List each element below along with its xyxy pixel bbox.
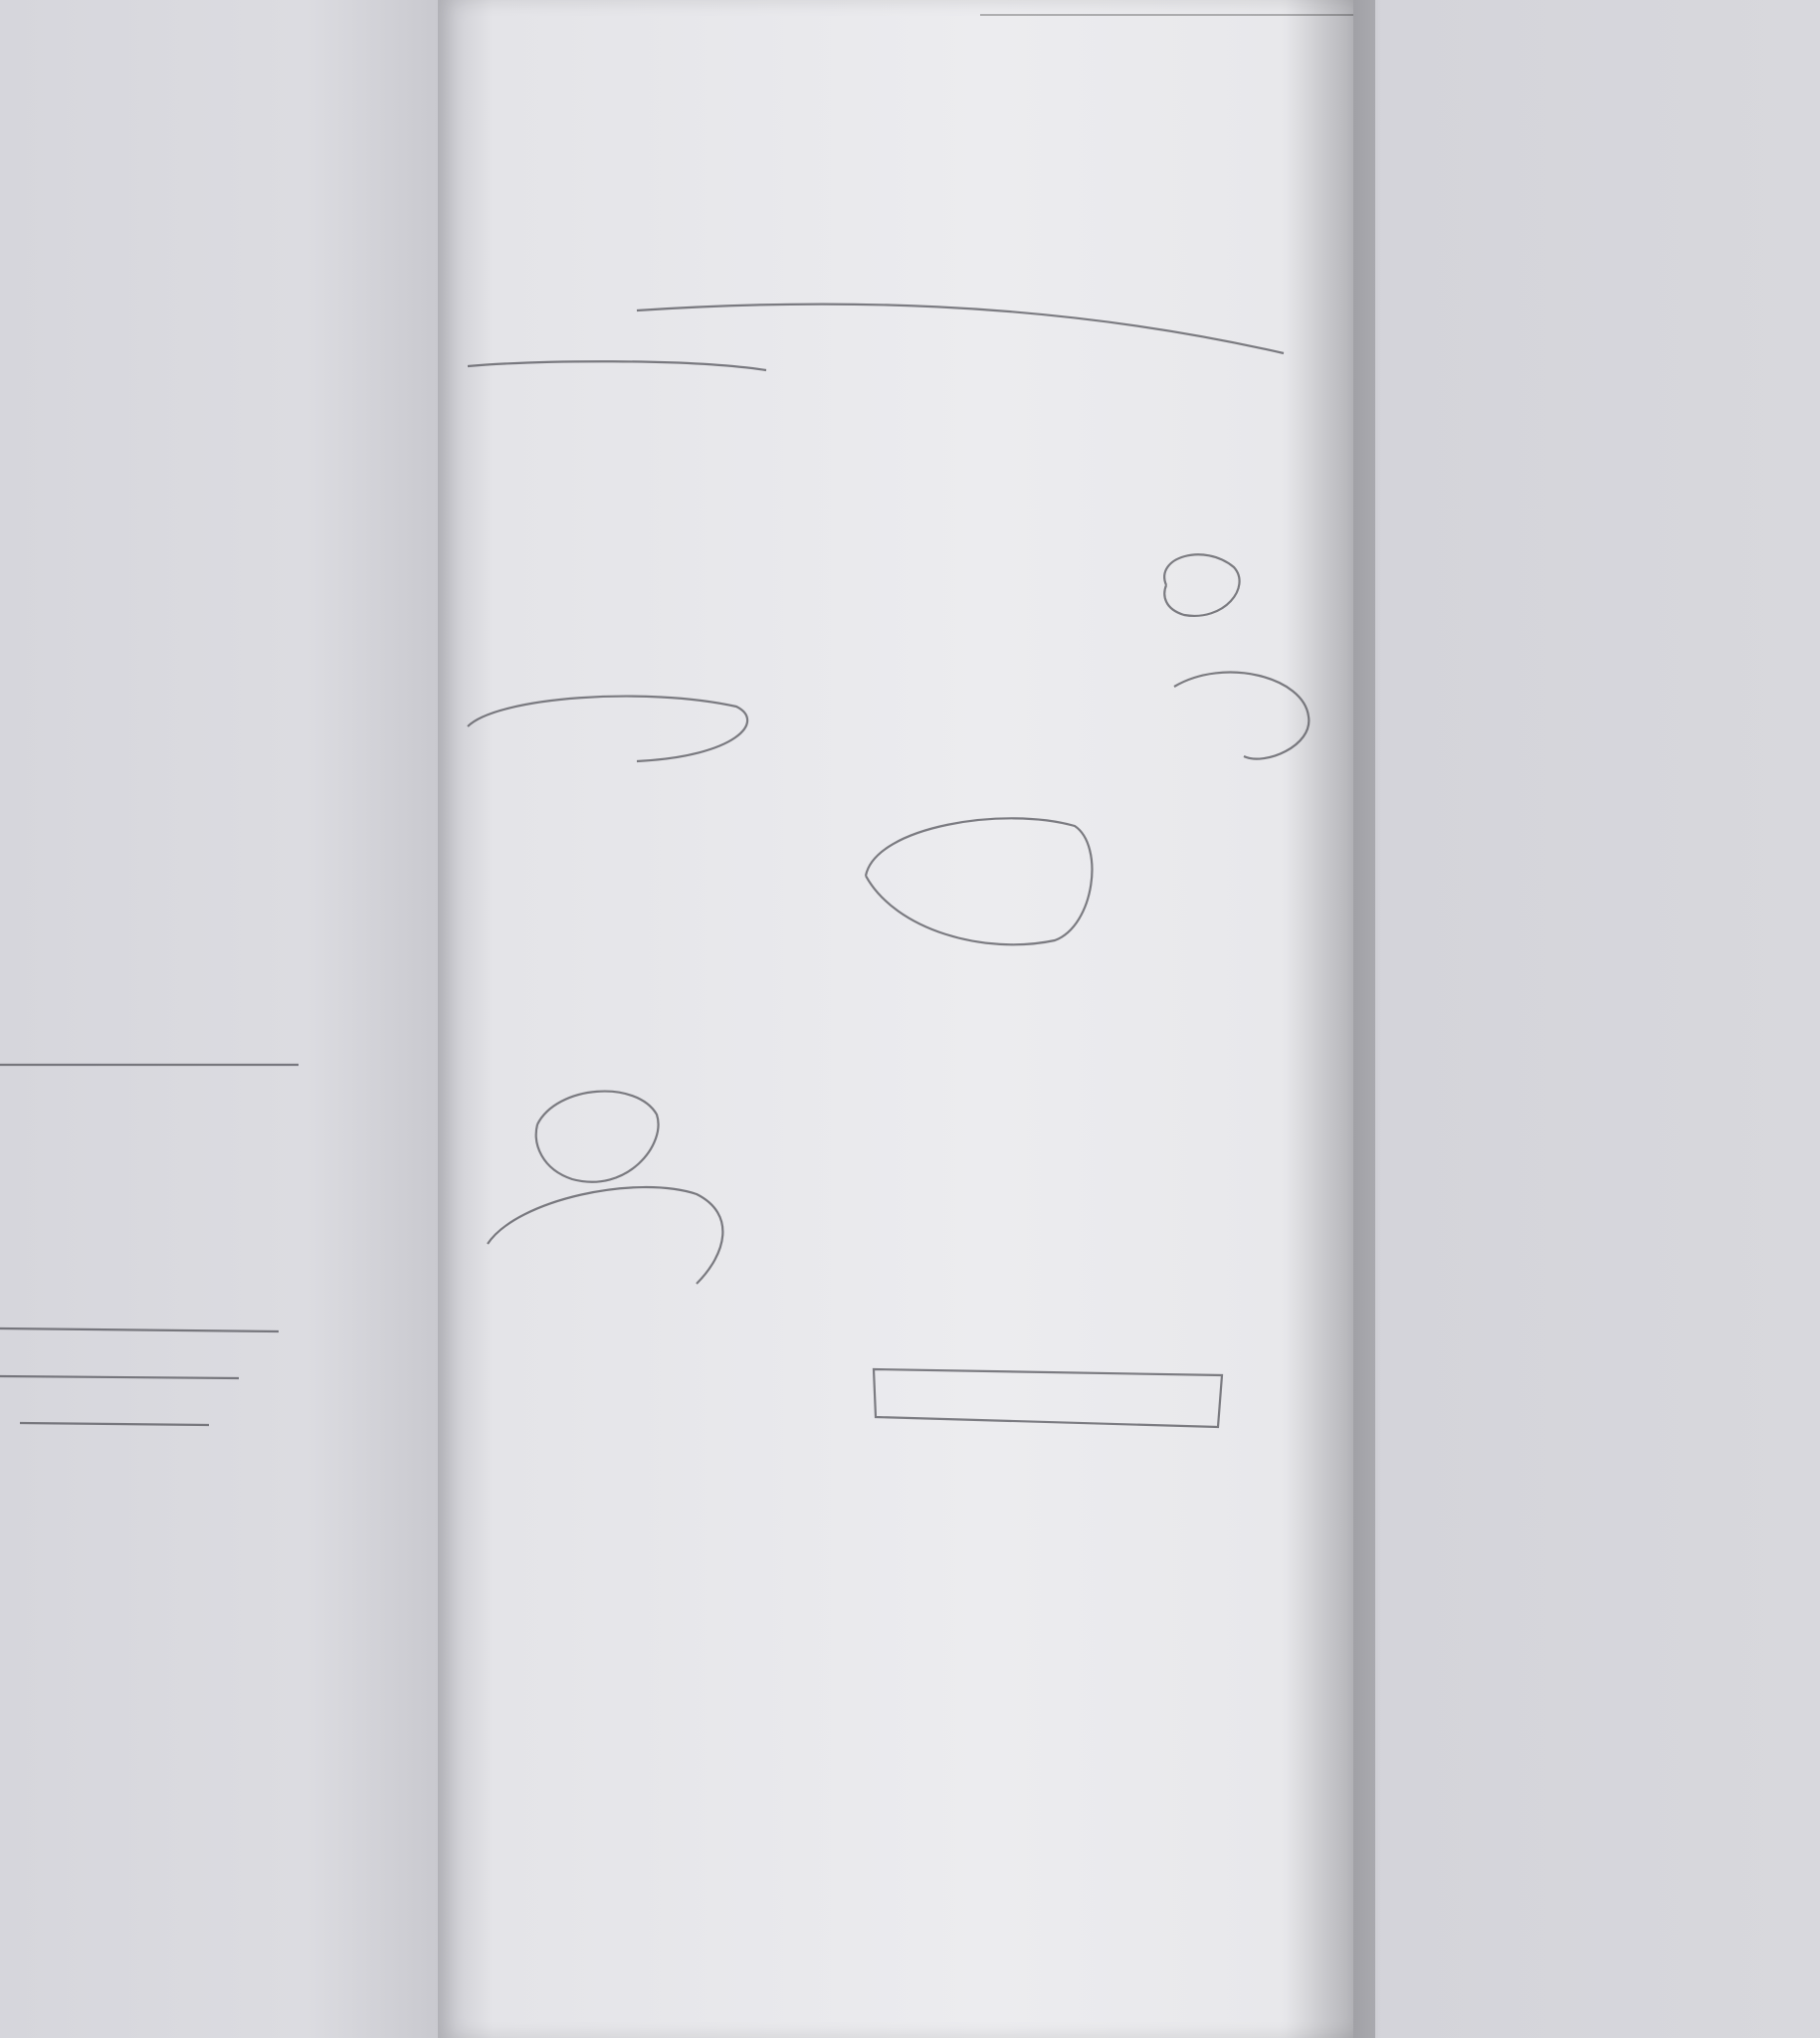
right-page bbox=[1353, 0, 1820, 2038]
center-page bbox=[438, 0, 1353, 2038]
book-gutter-shadow bbox=[1286, 0, 1375, 2038]
left-page bbox=[0, 0, 438, 2038]
